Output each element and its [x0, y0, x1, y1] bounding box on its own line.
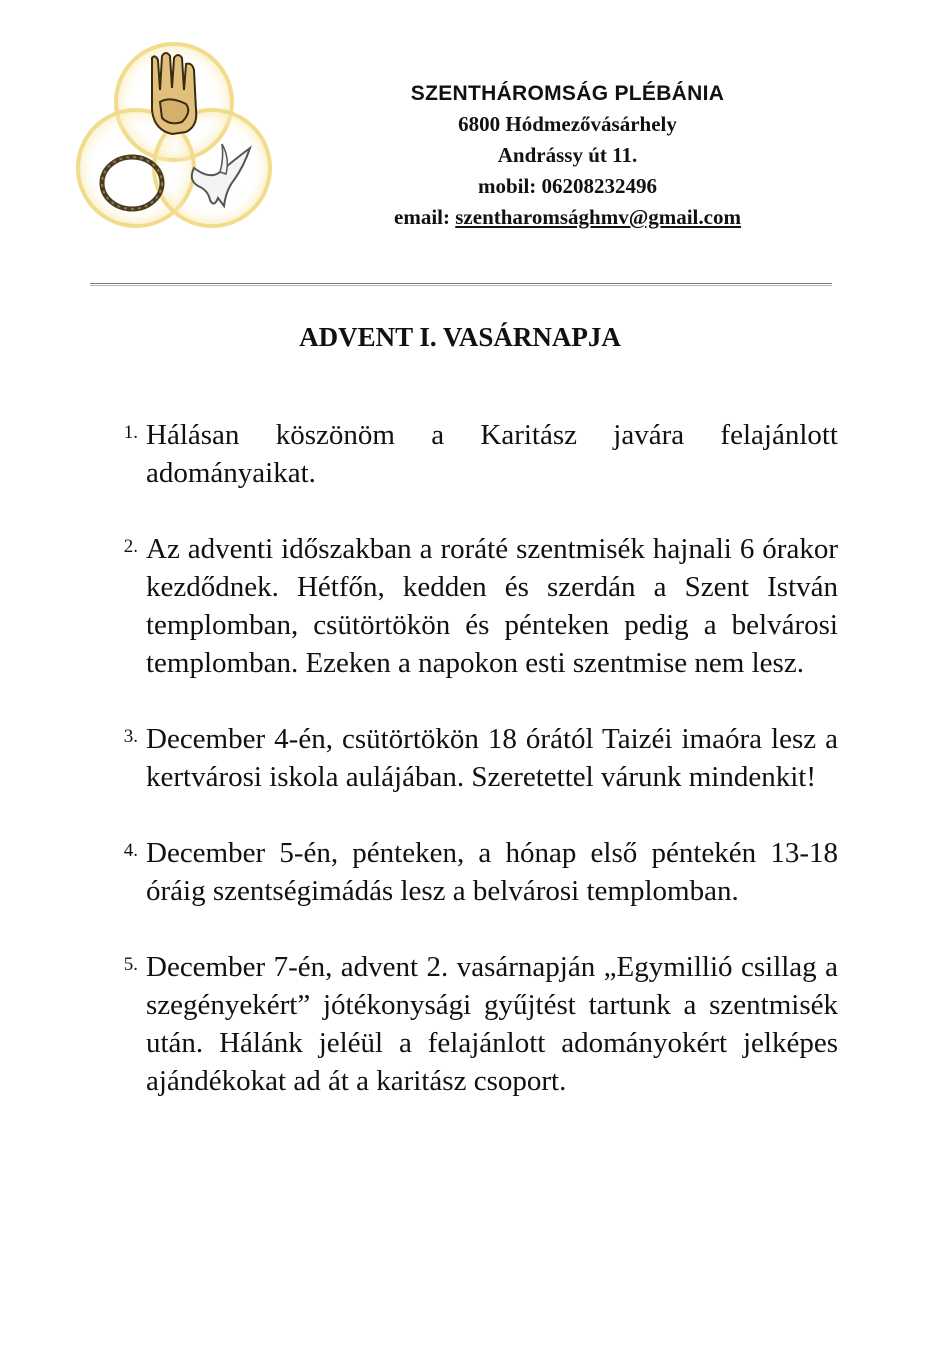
item-text: December 4-én, csütörtökön 18 órától Taizéi imaóra lesz a kertvárosi iskola aulájában. Szeretettel várunk mindenkit!: [146, 723, 838, 793]
parish-header: [360, 78, 775, 233]
item-number: 3.: [123, 726, 138, 747]
item-number: 4.: [123, 840, 138, 861]
email-link[interactable]: szentharomsághmv@gmail.com: [455, 205, 741, 229]
list-item: [108, 834, 838, 910]
item-text: December 5-én, pénteken, a hónap első péntekén 13-18 óráig szentségimádás lesz a belvárosi templomban.: [146, 837, 838, 907]
announcement-list: [108, 416, 838, 1138]
address-city: 6800 Hódmezővásárhely: [458, 112, 677, 136]
item-text: Az adventi időszakban a roráté szentmisék hajnali 6 órakor kezdődnek. Hétfőn, kedden és szerdán a Szent István templomban, csütörtökön és pénteken pedig a belvárosi templomban. Ezeken a napokon esti szentmise nem lesz.: [146, 533, 838, 679]
email-line: [360, 202, 775, 233]
list-item: [108, 530, 838, 682]
email-label: email:: [394, 205, 450, 229]
address-street: Andrássy út 11.: [497, 143, 638, 167]
header-divider: [90, 283, 832, 286]
item-text: Hálásan köszönöm a Karitász javára felajánlott adományaikat.: [146, 419, 838, 489]
item-number: 5.: [123, 954, 138, 975]
parish-logo: [74, 40, 274, 240]
list-item: [108, 720, 838, 796]
mobile-number: 06208232496: [541, 174, 658, 198]
item-text: December 7-én, advent 2. vasárnapján „Egymillió csillag a szegényekért” jótékonysági gyűjtést tartunk a szentmisék után. Hálánk jeléül a felajánlott adományokért jelképes ajándékokat ad át a karitász csoport.: [146, 951, 838, 1097]
list-item: [108, 416, 838, 492]
item-number: 1.: [123, 422, 138, 443]
praying-hands-icon: [152, 53, 196, 134]
item-number: 2.: [123, 536, 138, 557]
parish-name: SZENTHÁROMSÁG PLÉBÁNIA: [410, 82, 725, 105]
list-item: [108, 948, 838, 1100]
page-title: ADVENT I. VASÁRNAPJA: [299, 322, 621, 352]
mobile-label: mobil:: [477, 174, 537, 198]
mobile-line: [360, 171, 775, 202]
